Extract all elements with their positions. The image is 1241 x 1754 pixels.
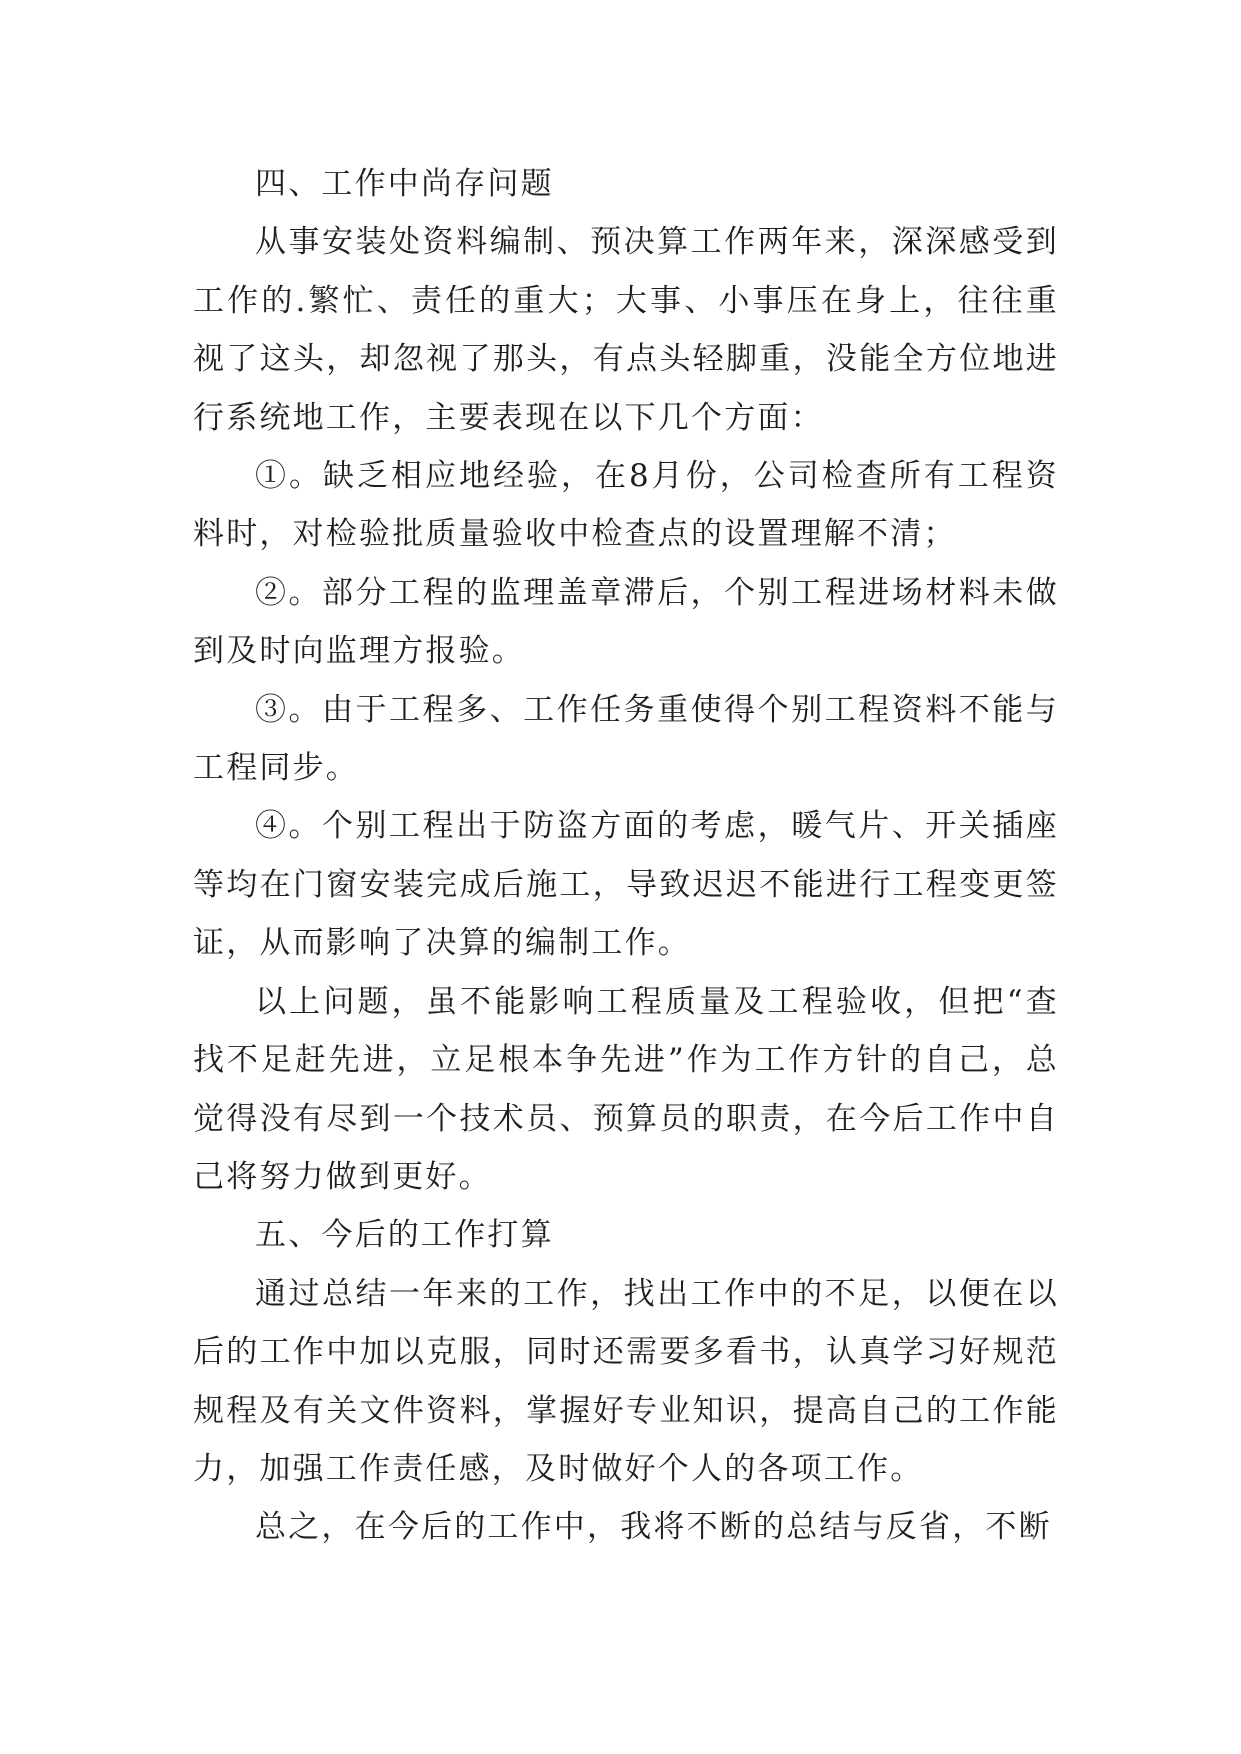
section-heading-plans: 五、今后的工作打算 — [255, 1217, 554, 1254]
paragraph: 以上问题，虽不能影响工程质量及工程验收，但把“查找不足赶先进，立足根本争先进”作为工作方针的自己，总觉得没有尽到一个技术员、预算员的职责，在今后工作中自己将努力做到更好。 — [193, 983, 1059, 1195]
list-item-2: ②。部分工程的监理盖章滞后，个别工程进场材料未做到及时向监理方报验。 — [193, 574, 1059, 670]
section-heading-problems: 四、工作中尚存问题 — [255, 166, 554, 202]
paragraph: 从事安装处资料编制、预决算工作两年来，深深感受到工作的.繁忙、责任的重大；大事、小事压在身上，往往重视了这头，却忽视了那头，有点头轻脚重，没能全方位地进行系统地工作，主要表现在以下几个方面： — [193, 224, 1059, 436]
document-body — [193, 155, 1059, 1557]
paragraph: 通过总结一年来的工作，找出工作中的不足，以便在以后的工作中加以克服，同时还需要多看书，认真学习好规范规程及有关文件资料，掌握好专业知识，提高自己的工作能力，加强工作责任感，及时做好个人的各项工作。 — [193, 1275, 1059, 1487]
paragraph: 总之，在今后的工作中，我将不断的总结与反省，不断 — [255, 1509, 1052, 1546]
list-item-3: ③。由于工程多、工作任务重使得个别工程资料不能与工程同步。 — [193, 691, 1059, 787]
list-item-1: ①。缺乏相应地经验，在8月份，公司检查所有工程资料时，对检验批质量验收中检查点的设置理解不清； — [193, 458, 1059, 553]
list-item-4: ④。个别工程出于防盗方面的考虑，暖气片、开关插座等均在门窗安装完成后施工，导致迟迟不能进行工程变更签证，从而影响了决算的编制工作。 — [193, 808, 1059, 962]
